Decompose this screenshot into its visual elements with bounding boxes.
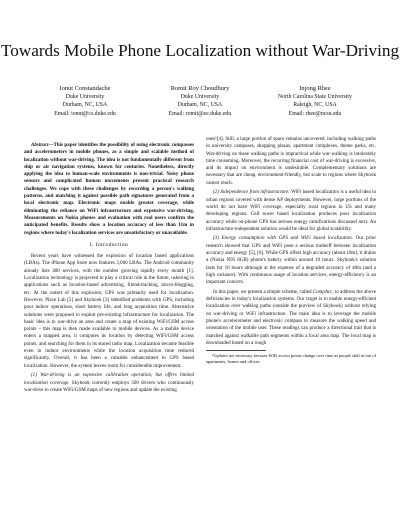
- abstract-label: Abstract: [31, 142, 49, 148]
- left-column: [24, 142, 194, 396]
- point-3-text: Our prior research showed that GPS and WiFi pose a serious tradeoff between localization accuracy and energy [5], [6]. While GPS offers high accuracy (about 10m), it drains a (Nokia N95 8GB) phone's battery within around 10 hours. Skyhook's solution lasts for 16 hours although at the expense of a degraded accuracy of 40m (and a high variance). With continuous usage of location services, energy-efficiency is an important concern.: [206, 235, 376, 286]
- author-2: [145, 85, 255, 118]
- author-block: [30, 85, 370, 118]
- author-affiliation: Duke University: [180, 94, 220, 101]
- point-2-text: WiFi based localization is a useful idea in urban regions covered with dense AP deployments. However, large portions of the world do not have WiFi coverage, especially rural regions in US and many developing regions. Cell tower based localization produces poor localization accuracy while on-phone GPS has serious energy ramifications discussed next. An infrastructure-independent solution would be ideal for global scalability.: [206, 189, 376, 232]
- right-paragraph-1: ones¹[4]. Still, a large portion of space remains uncovered, including walking paths in university campuses, shopping plazas, apartment complexes, theme parks, etc. War-driving on these walking paths is impractical while war-walking is intolerably time consuming. Moreover, the recurring financial cost of war-driving is excessive, and its impact on environment is undesirable. Complementary solutions are necessary that are cheap, environment-friendly, but scale to regions where Skyhook cannot reach.: [206, 136, 376, 186]
- author-name: Injong Rhee: [299, 85, 331, 92]
- point-3-paragraph: [206, 235, 376, 286]
- author-name: Romit Roy Choudhury: [170, 85, 230, 92]
- point-1-text: Skyhook currently employs 500 drivers who continuously war-drive to create WiFi/GSM maps of new regions and update the existing: [24, 379, 194, 393]
- point-2-paragraph: [206, 189, 376, 233]
- author-affiliation: Duke University: [65, 94, 105, 101]
- author-location: Durham, NC, USA: [62, 102, 108, 109]
- point-1-lead: (1) War-driving is an expensive calibration operation, but offers limited localization coverage.: [24, 372, 194, 386]
- right-column: [206, 136, 376, 365]
- compacc-pre: In this paper, we present a simple scheme, called: [213, 288, 313, 295]
- abstract-text: —This paper identifies the possibility of using electronic compasses and accelerometers in mobile phones, as a simple and scalable method of localization without war-driving. The idea is not fundamentally different from ship or air navigation systems, known for centuries. Nonetheless, directly applying the idea to human-scale environments is non-trivial. Noisy phone sensors and complicated human movements present practical research challenges. We cope with these challenges by recording a person's walking patterns, and matching it against possible path signatures generated from a local electronic map. Electronic maps enable greater coverage, while eliminating the reliance on WiFi infrastructure and expensive war-driving. Measurements on Nokia phones and evaluation with real users confirm the anticipated benefits. Results show a location accuracy of less than 11m in regions where today's localization services are unsatisfactory or unavailable.: [24, 142, 194, 236]
- paper-title: Towards Mobile Phone Localization without War-Driving: [0, 41, 400, 60]
- footnote-text: ¹Updates are necessary because WiFi access points change over time as people shift in/out of apartments, homes and offices.: [206, 352, 376, 364]
- compacc-name: CompAcc: [312, 288, 333, 295]
- intro-paragraph-2: [24, 372, 194, 394]
- point-3-lead: (3) Energy consumption with GPS and WiFi based localization.: [213, 235, 353, 242]
- author-email: Email: rhee@ncsu.edu: [288, 110, 342, 117]
- compacc-post: , to address the above deficiencies in today's localization systems. Our target is to enable energy-efficient localization over walking paths (outside the purview of Skyhook) without relying on war-driving or WiFi infrastructure. The main idea is to leverage the mobile phone's accelerometer and electronic compass to measure the walking speed and orientation of the mobile user. These readings can produce a directional trail that is matched against walkable path segments within a local area map. The local map is downloaded based on a rough: [206, 288, 376, 346]
- compacc-paragraph: [206, 289, 376, 347]
- author-email: Email: ionut@cs.duke.edu: [54, 110, 116, 117]
- author-1: [30, 85, 140, 118]
- section-heading-introduction: I. Introduction: [89, 241, 129, 248]
- author-name: Ionut Constandache: [59, 85, 111, 92]
- author-3: [260, 85, 370, 118]
- abstract: [24, 142, 194, 237]
- author-location: Durham, NC, USA: [177, 102, 223, 109]
- author-affiliation: North Carolina State University: [278, 94, 352, 101]
- author-location: Raleigh, NC, USA: [293, 102, 337, 109]
- intro-paragraph-1: Recent years have witnessed the explosion of location based applications (LBAs). The iPhone App Store now features 3,000 LBAs. The Android community already lists 400 services, with the number growing rapidly every month [1]. Localization technology is projected to play a critical role in the future, ushering in applications such as location-based advertising, friend-tracking, micro-blogging, etc. At the outset of this explosion, GPS was primarily used for localization. However, Place Lab [2] and Skyhook [3] identified problems with GPS, including poor indoor operations, short battery life, and long acquisition time. Alternative solutions were proposed to exploit pre-existing infrastructure for localization. The basic idea is to war-drive an area and create a map of existing WiFi/GSM access points – this map is then made available to mobile devices. As a mobile device enters a mapped area, it computes its location by detecting WiFi/GSM access points, and searching for them in its stored radio map. Localization became feasible even in indoor environments while the location acquisition time reduced significantly. Overall, it has been a valuable enhancement to GPS based localization. However, the system leaves room for considerable improvement.: [24, 253, 194, 369]
- footnote-rule: [206, 350, 266, 351]
- author-email: Email: romit@ee.duke.edu: [168, 110, 232, 117]
- point-2-lead: (2) Independence from infrastructure:: [213, 189, 290, 196]
